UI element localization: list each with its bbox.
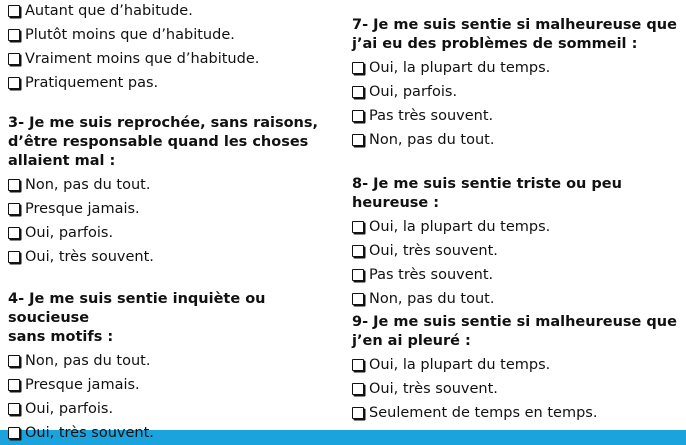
- q8-option[interactable]: [352, 287, 678, 311]
- q2-option[interactable]: [8, 47, 338, 71]
- checkbox-icon[interactable]: [352, 359, 364, 371]
- option-label: Oui, la plupart du temps.: [369, 357, 551, 373]
- question-title-line: allaient mal :: [8, 153, 116, 169]
- option-label: Oui, parfois.: [369, 84, 458, 100]
- q7-option[interactable]: [352, 56, 678, 80]
- question-9: [352, 313, 678, 425]
- checkbox-icon[interactable]: [352, 110, 364, 122]
- checkbox-icon[interactable]: [352, 245, 364, 257]
- checkbox-icon[interactable]: [8, 251, 20, 263]
- option-label: Oui, la plupart du temps.: [369, 60, 551, 76]
- option-label: Pas très souvent.: [369, 267, 494, 283]
- q3-option[interactable]: [8, 221, 338, 245]
- option-label: Non, pas du tout.: [25, 353, 151, 369]
- checkbox-icon[interactable]: [352, 269, 364, 281]
- checkbox-icon[interactable]: [8, 29, 20, 41]
- option-label: Pas très souvent.: [369, 108, 494, 124]
- option-label: Non, pas du tout.: [25, 177, 151, 193]
- question-title-line: sans motifs :: [8, 329, 114, 345]
- option-label: Vraiment moins que d’habitude.: [25, 51, 260, 67]
- q2-option[interactable]: [8, 23, 338, 47]
- question-9-title: [352, 313, 678, 351]
- q2-option[interactable]: [8, 71, 338, 95]
- option-label: Oui, très souvent.: [25, 249, 154, 265]
- checkbox-icon[interactable]: [352, 134, 364, 146]
- option-label: Pratiquement pas.: [25, 75, 159, 91]
- option-label: Presque jamais.: [25, 201, 140, 217]
- question-3: [8, 114, 338, 269]
- q2-options: [8, 0, 338, 95]
- q4-option[interactable]: [8, 421, 338, 445]
- question-4-title: [8, 290, 338, 347]
- checkbox-icon[interactable]: [352, 86, 364, 98]
- checkbox-icon[interactable]: [8, 403, 20, 415]
- option-label: Plutôt moins que d’habitude.: [25, 27, 235, 43]
- option-label: Oui, la plupart du temps.: [369, 219, 551, 235]
- q2-option[interactable]: [8, 0, 338, 23]
- question-title-line: 9- Je me suis sentie si malheureuse que: [352, 314, 677, 330]
- q7-option[interactable]: [352, 80, 678, 104]
- question-title-line: d’être responsable quand les choses: [8, 134, 309, 150]
- question-title-line: j’ai eu des problèmes de sommeil :: [352, 36, 638, 52]
- q4-option[interactable]: [8, 349, 338, 373]
- question-3-title: [8, 114, 338, 171]
- q8-option[interactable]: [352, 239, 678, 263]
- q3-option[interactable]: [8, 197, 338, 221]
- question-8-title: [352, 175, 678, 213]
- question-4: [8, 290, 338, 445]
- checkbox-icon[interactable]: [352, 407, 364, 419]
- option-label: Seulement de temps en temps.: [369, 405, 598, 421]
- question-title-line: 4- Je me suis sentie inquiète ou soucieuse: [8, 291, 266, 326]
- option-label: Oui, parfois.: [25, 401, 114, 417]
- question-title-line: 3- Je me suis reprochée, sans raisons,: [8, 115, 319, 131]
- checkbox-icon[interactable]: [8, 427, 20, 439]
- question-7: [352, 16, 678, 152]
- q3-option[interactable]: [8, 245, 338, 269]
- q7-option[interactable]: [352, 128, 678, 152]
- question-7-title: [352, 16, 678, 54]
- checkbox-icon[interactable]: [8, 227, 20, 239]
- checkbox-icon[interactable]: [8, 203, 20, 215]
- checkbox-icon[interactable]: [8, 379, 20, 391]
- option-label: Oui, très souvent.: [369, 243, 498, 259]
- question-8: [352, 175, 678, 311]
- checkbox-icon[interactable]: [352, 62, 364, 74]
- option-label: Autant que d’habitude.: [25, 3, 193, 19]
- checkbox-icon[interactable]: [352, 221, 364, 233]
- q9-option[interactable]: [352, 401, 678, 425]
- q3-option[interactable]: [8, 173, 338, 197]
- checkbox-icon[interactable]: [8, 53, 20, 65]
- option-label: Oui, très souvent.: [25, 425, 154, 441]
- q4-option[interactable]: [8, 373, 338, 397]
- q9-option[interactable]: [352, 353, 678, 377]
- q7-option[interactable]: [352, 104, 678, 128]
- checkbox-icon[interactable]: [8, 355, 20, 367]
- checkbox-icon[interactable]: [8, 179, 20, 191]
- q8-option[interactable]: [352, 215, 678, 239]
- question-title-line: 8- Je me suis sentie triste ou peu heureuse :: [352, 176, 622, 211]
- q8-option[interactable]: [352, 263, 678, 287]
- q4-option[interactable]: [8, 397, 338, 421]
- q9-option[interactable]: [352, 377, 678, 401]
- checkbox-icon[interactable]: [352, 293, 364, 305]
- option-label: Oui, parfois.: [25, 225, 114, 241]
- checkbox-icon[interactable]: [8, 77, 20, 89]
- option-label: Oui, très souvent.: [369, 381, 498, 397]
- option-label: Non, pas du tout.: [369, 132, 495, 148]
- question-title-line: 7- Je me suis sentie si malheureuse que: [352, 17, 677, 33]
- checkbox-icon[interactable]: [352, 383, 364, 395]
- option-label: Non, pas du tout.: [369, 291, 495, 307]
- checkbox-icon[interactable]: [8, 5, 20, 17]
- option-label: Presque jamais.: [25, 377, 140, 393]
- question-title-line: j’en ai pleuré :: [352, 333, 471, 349]
